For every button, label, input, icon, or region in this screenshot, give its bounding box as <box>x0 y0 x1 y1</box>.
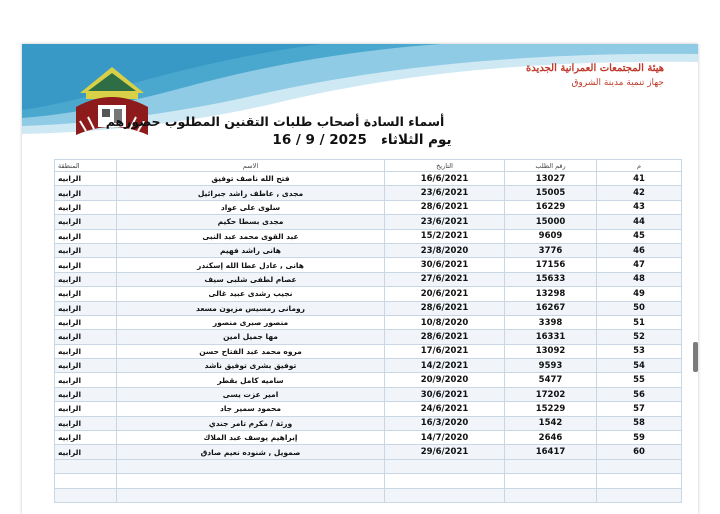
col-num: م <box>597 160 682 172</box>
table-row <box>55 330 682 344</box>
cell-region: الرابيه <box>55 359 117 373</box>
cell-region: الرابيه <box>55 344 117 358</box>
table-row <box>55 315 682 329</box>
cell-date: 16/3/2020 <box>385 416 505 430</box>
cell-region: الرابيه <box>55 172 117 186</box>
cell-num: 54 <box>597 359 682 373</box>
table-body <box>55 172 682 503</box>
table-row <box>55 243 682 257</box>
cell-name: إبراهيم يوسف عبد الملاك <box>117 431 385 445</box>
cell-name: رومانى رمسيس مزيون مسعد <box>117 301 385 315</box>
table-row <box>55 258 682 272</box>
table-row <box>55 287 682 301</box>
cell-name: مروه محمد عبد الفتاح حسن <box>117 344 385 358</box>
empty-row <box>55 459 682 473</box>
cell-date: 28/6/2021 <box>385 330 505 344</box>
cell-date: 23/8/2020 <box>385 243 505 257</box>
cell-request: 16229 <box>505 200 597 214</box>
cell-request: 16267 <box>505 301 597 315</box>
empty-cell <box>505 459 597 473</box>
cell-date: 30/6/2021 <box>385 387 505 401</box>
cell-region: الرابيه <box>55 387 117 401</box>
cell-date: 23/6/2021 <box>385 186 505 200</box>
table-header-row <box>55 160 682 172</box>
page-title: أسماء السادة أصحاب طلبات التقنين المطلوب حضورهم <box>105 114 445 129</box>
empty-cell <box>385 459 505 473</box>
table-row <box>55 186 682 200</box>
cell-num: 58 <box>597 416 682 430</box>
cell-region: الرابيه <box>55 200 117 214</box>
cell-name: هانى راشد فهيم <box>117 243 385 257</box>
cell-name: مجدى , عاطف راشد جبرائيل <box>117 186 385 200</box>
cell-request: 16417 <box>505 445 597 459</box>
table-row <box>55 373 682 387</box>
cell-name: ورثة / مكرم تامر جندي <box>117 416 385 430</box>
cell-num: 56 <box>597 387 682 401</box>
table-row <box>55 229 682 243</box>
cell-region: الرابيه <box>55 243 117 257</box>
cell-num: 59 <box>597 431 682 445</box>
cell-request: 13298 <box>505 287 597 301</box>
table-row <box>55 387 682 401</box>
cell-request: 1542 <box>505 416 597 430</box>
cell-region: الرابيه <box>55 215 117 229</box>
table-row <box>55 344 682 358</box>
cell-num: 42 <box>597 186 682 200</box>
cell-num: 48 <box>597 272 682 286</box>
cell-date: 28/6/2021 <box>385 200 505 214</box>
table-row <box>55 215 682 229</box>
cell-date: 28/6/2021 <box>385 301 505 315</box>
cell-name: مجدى بسطا حكيم <box>117 215 385 229</box>
cell-date: 27/6/2021 <box>385 272 505 286</box>
cell-request: 13027 <box>505 172 597 186</box>
cell-date: 29/6/2021 <box>385 445 505 459</box>
cell-name: فتح الله ناصف توفيق <box>117 172 385 186</box>
cell-num: 60 <box>597 445 682 459</box>
cell-date: 20/6/2021 <box>385 287 505 301</box>
scrollbar-thumb[interactable] <box>693 342 698 372</box>
cell-region: الرابيه <box>55 402 117 416</box>
cell-num: 47 <box>597 258 682 272</box>
col-request: رقم الطلب <box>505 160 597 172</box>
cell-name: سلوى على عواد <box>117 200 385 214</box>
cell-request: 3776 <box>505 243 597 257</box>
col-date: التاريخ <box>385 160 505 172</box>
cell-region: الرابيه <box>55 287 117 301</box>
cell-num: 45 <box>597 229 682 243</box>
cell-name: امير عزت يسى <box>117 387 385 401</box>
cell-num: 46 <box>597 243 682 257</box>
cell-name: عبد القوى محمد عبد النبى <box>117 229 385 243</box>
table-row <box>55 402 682 416</box>
cell-num: 52 <box>597 330 682 344</box>
empty-cell <box>117 474 385 488</box>
cell-region: الرابيه <box>55 301 117 315</box>
empty-row <box>55 488 682 502</box>
table-row <box>55 272 682 286</box>
cell-request: 9609 <box>505 229 597 243</box>
table-row <box>55 172 682 186</box>
table-row <box>55 200 682 214</box>
cell-request: 5477 <box>505 373 597 387</box>
empty-cell <box>385 488 505 502</box>
cell-region: الرابيه <box>55 373 117 387</box>
cell-request: 15000 <box>505 215 597 229</box>
cell-region: الرابيه <box>55 445 117 459</box>
empty-cell <box>55 459 117 473</box>
document-page <box>22 44 698 514</box>
cell-num: 53 <box>597 344 682 358</box>
cell-request: 2646 <box>505 431 597 445</box>
col-region: المنطقة <box>55 160 117 172</box>
cell-name: هانى , عادل عطا الله إسكندر <box>117 258 385 272</box>
cell-num: 41 <box>597 172 682 186</box>
empty-row <box>55 474 682 488</box>
empty-cell <box>117 459 385 473</box>
cell-request: 17202 <box>505 387 597 401</box>
cell-name: نجيب رشدى عبيد غالى <box>117 287 385 301</box>
cell-request: 15229 <box>505 402 597 416</box>
cell-date: 30/6/2021 <box>385 258 505 272</box>
table-row <box>55 359 682 373</box>
empty-cell <box>597 474 682 488</box>
cell-date: 23/6/2021 <box>385 215 505 229</box>
cell-name: توفيق بشرى توفيق ناشد <box>117 359 385 373</box>
cell-num: 57 <box>597 402 682 416</box>
cell-region: الرابيه <box>55 258 117 272</box>
cell-name: مها جميل امين <box>117 330 385 344</box>
cell-region: الرابيه <box>55 416 117 430</box>
organization-name: هيئة المجتمعات العمرانية الجديدة جهاز تنمية مدينة الشروق <box>526 63 664 88</box>
empty-cell <box>117 488 385 502</box>
cell-request: 15005 <box>505 186 597 200</box>
empty-cell <box>385 474 505 488</box>
cell-num: 49 <box>597 287 682 301</box>
cell-num: 51 <box>597 315 682 329</box>
cell-date: 14/2/2021 <box>385 359 505 373</box>
cell-name: منصور صبرى منصور <box>117 315 385 329</box>
cell-name: صمويل , شنوده نعيم صادق <box>117 445 385 459</box>
cell-num: 43 <box>597 200 682 214</box>
empty-cell <box>55 474 117 488</box>
empty-cell <box>55 488 117 502</box>
cell-region: الرابيه <box>55 186 117 200</box>
cell-name: عصام لطفى شلبى سيف <box>117 272 385 286</box>
empty-cell <box>597 459 682 473</box>
cell-region: الرابيه <box>55 272 117 286</box>
cell-request: 9593 <box>505 359 597 373</box>
authority-logo-icon <box>66 61 158 147</box>
cell-name: ساميه كامل بقطر <box>117 373 385 387</box>
attendees-table <box>54 159 681 503</box>
cell-request: 3398 <box>505 315 597 329</box>
cell-region: الرابيه <box>55 229 117 243</box>
cell-request: 13092 <box>505 344 597 358</box>
cell-num: 44 <box>597 215 682 229</box>
table-row <box>55 431 682 445</box>
cell-date: 17/6/2021 <box>385 344 505 358</box>
cell-date: 15/2/2021 <box>385 229 505 243</box>
table-row <box>55 445 682 459</box>
cell-name: محمود سمير جاد <box>117 402 385 416</box>
cell-num: 55 <box>597 373 682 387</box>
cell-region: الرابيه <box>55 431 117 445</box>
cell-date: 14/7/2020 <box>385 431 505 445</box>
table-row <box>55 301 682 315</box>
cell-request: 16331 <box>505 330 597 344</box>
col-name: الاسم <box>117 160 385 172</box>
empty-cell <box>505 488 597 502</box>
cell-date: 20/9/2020 <box>385 373 505 387</box>
cell-region: الرابيه <box>55 330 117 344</box>
cell-date: 16/6/2021 <box>385 172 505 186</box>
cell-request: 15633 <box>505 272 597 286</box>
empty-cell <box>597 488 682 502</box>
session-date: يوم الثلاثاء 16 / 9 / 2025 <box>272 132 452 148</box>
cell-request: 17156 <box>505 258 597 272</box>
cell-num: 50 <box>597 301 682 315</box>
table-row <box>55 416 682 430</box>
cell-date: 10/8/2020 <box>385 315 505 329</box>
empty-cell <box>505 474 597 488</box>
cell-region: الرابيه <box>55 315 117 329</box>
cell-date: 24/6/2021 <box>385 402 505 416</box>
